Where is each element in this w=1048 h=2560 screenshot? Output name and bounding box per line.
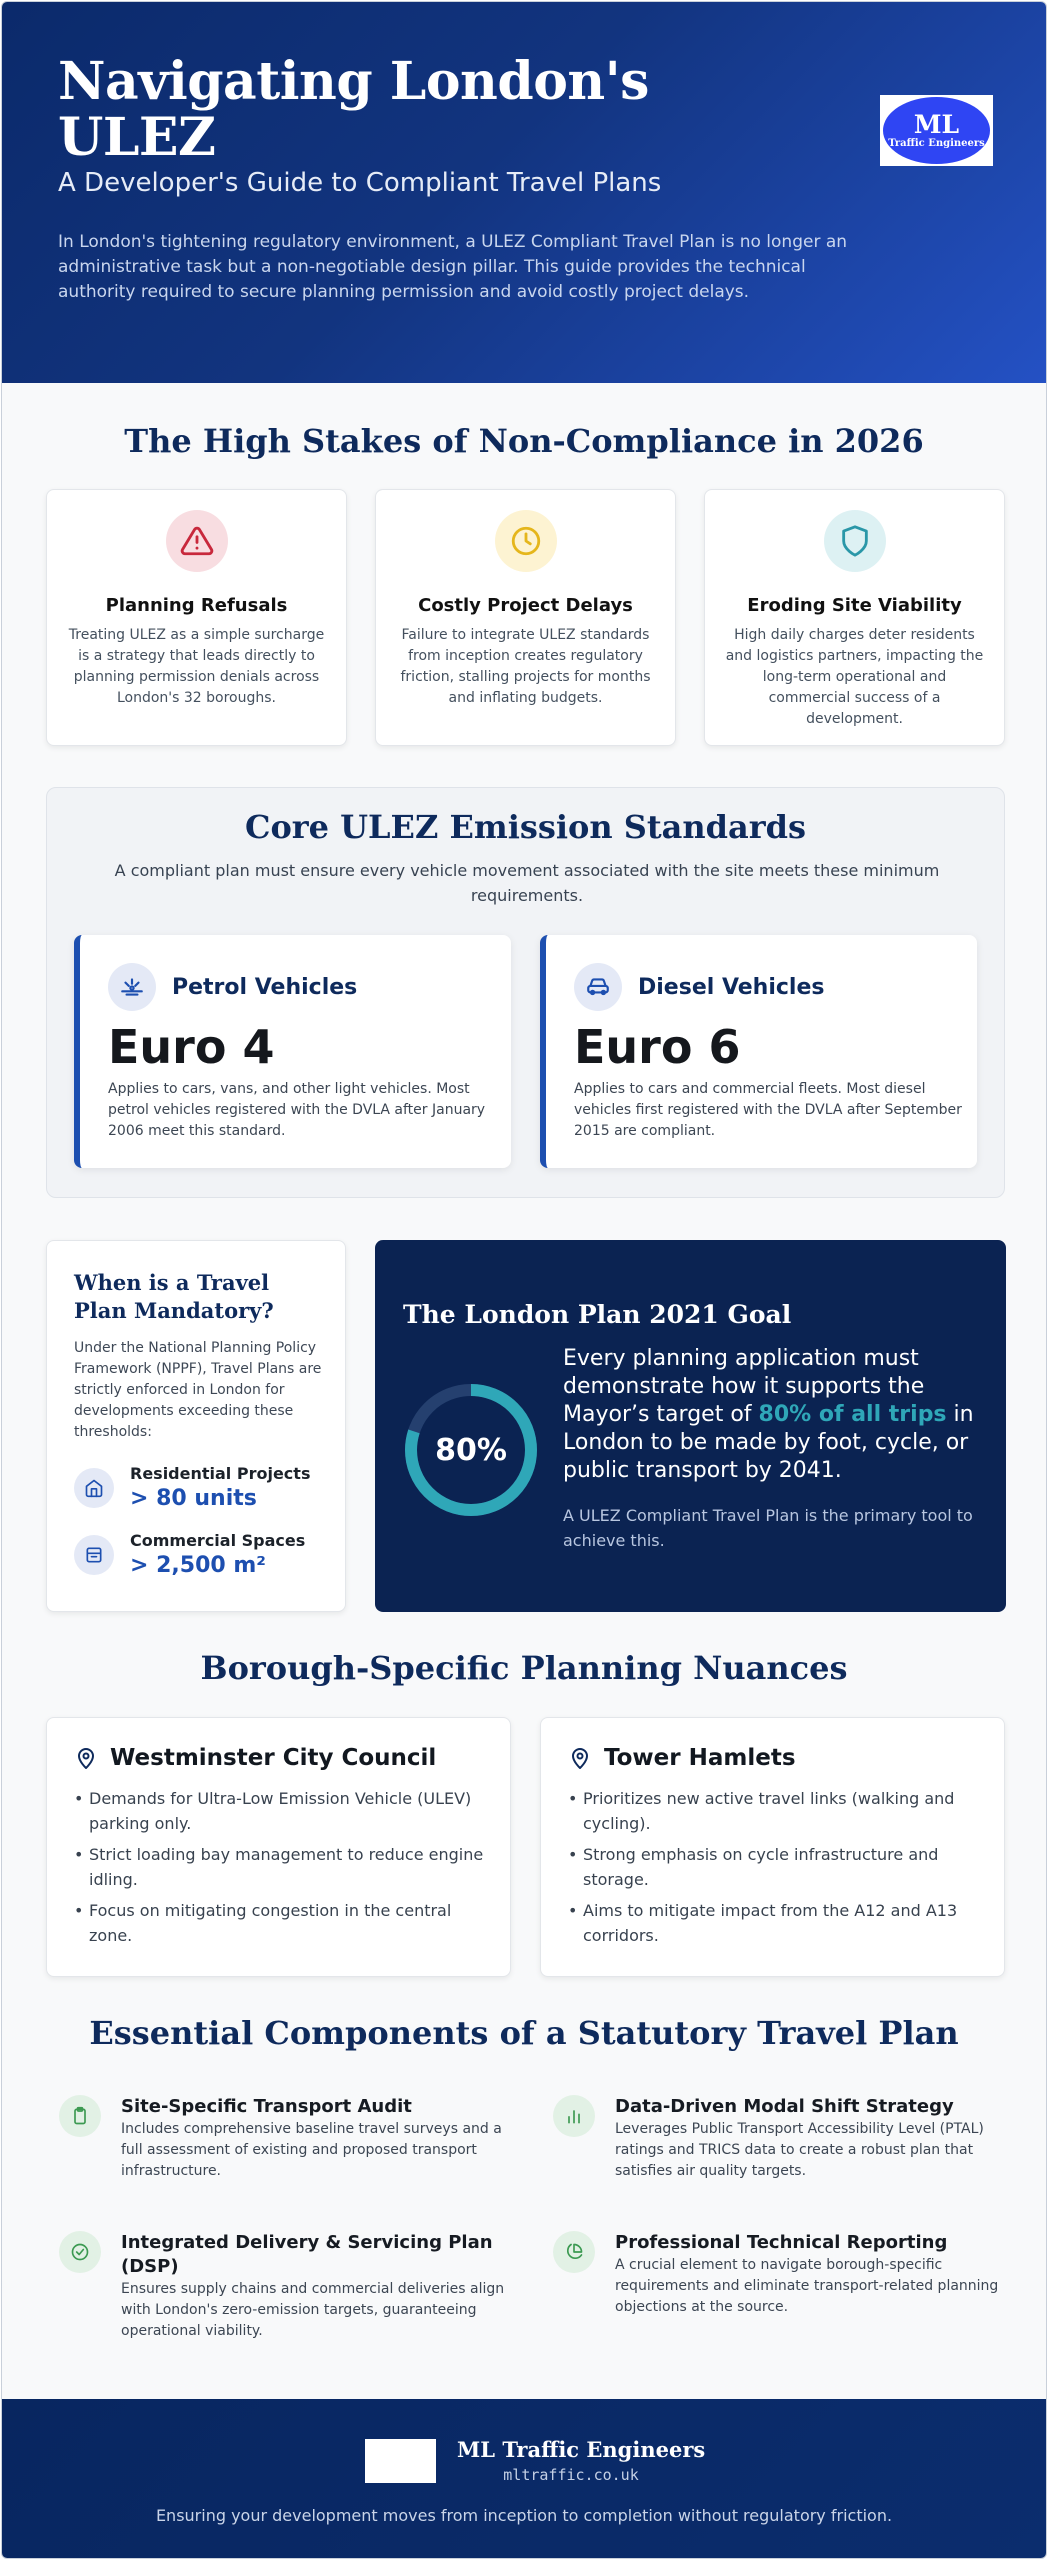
list-item: • Demands for Ultra-Low Emission Vehicle (ULEV) parking only. [74,1786,494,1836]
footer-tagline: Ensuring your development moves from inception to completion without regulatory friction. [155,2506,893,2525]
component-title: Integrated Delivery & Servicing Plan (DSP) [121,2232,493,2277]
stake-card-project-delays [375,489,676,746]
component-title: Professional Technical Reporting [615,2232,948,2253]
check-circle-icon [59,2231,101,2273]
stake-title: Eroding Site Viability [747,595,962,616]
brand-logo [880,95,993,166]
goal-note: A ULEZ Compliant Travel Plan is the primary tool to achieve this. [563,1506,973,1550]
logo-name: Traffic Engineers [888,137,985,149]
standard-value: Euro 4 [108,1020,275,1074]
component-title: Site-Specific Transport Audit [121,2096,412,2117]
stake-text: Treating ULEZ as a simple surcharge is a strategy that leads directly to planning permission denials across London's 32 boroughs. [68,627,325,706]
list-item: • Focus on mitigating congestion in the central zone. [74,1898,494,1948]
stake-title: Planning Refusals [105,595,288,616]
fuel-pump-icon [108,963,156,1011]
standard-value: Euro 6 [574,1020,741,1074]
map-pin-icon [568,1746,592,1770]
shield-icon [824,510,886,572]
threshold-value: > 80 units [130,1486,257,1511]
components-heading: Essential Components of a Statutory Travel Plan [89,2014,959,2052]
borough-card-tower-hamlets [540,1717,1005,1977]
list-item: • Prioritizes new active travel links (walking and cycling). [568,1786,988,1836]
standard-detail: Applies to cars, vans, and other light vehicles. Most petrol vehicles registered with the DVLA after January 2006 meet this standard. [108,1081,486,1139]
borough-points [74,1786,494,1954]
standards-description: A compliant plan must ensure every vehicle movement associated with the site meets these minimum requirements. [114,861,940,905]
progress-ring-label: 80% [435,1432,507,1468]
component-transport-audit [59,2095,502,2205]
threshold-commercial [74,1531,334,1581]
threshold-residential [74,1464,334,1514]
borough-card-westminster [46,1717,511,1977]
stake-text: High daily charges deter residents and logistics partners, impacting the long-term operational and commercial success of a development. [725,627,984,727]
threshold-label: Residential Projects [130,1464,311,1483]
borough-header [568,1745,796,1771]
car-icon [574,963,622,1011]
boroughs-heading: Borough-Specific Planning Nuances [200,1649,848,1687]
infographic-page [1,1,1047,2559]
component-text: A crucial element to navigate borough-specific requirements and eliminate transport-related planning objections at the source. [615,2257,999,2315]
goal-highlight: 80% of all trips [758,1402,947,1427]
mandatory-heading: When is a Travel Plan Mandatory? [74,1270,274,1323]
page-title: Navigating London's ULEZ [58,51,649,168]
stake-card-site-viability [704,489,1005,746]
emission-standards-panel [46,787,1005,1198]
component-technical-reporting [553,2231,999,2341]
component-title: Data-Driven Modal Shift Strategy [615,2096,954,2117]
footer-website-link[interactable]: mltraffic.co.uk [503,2466,639,2484]
london-plan-goal-card [375,1240,1006,1612]
goal-text-after: in London to be made by foot, cycle, or public transport by 2041. [563,1402,974,1483]
threshold-label: Commercial Spaces [130,1531,306,1550]
component-text: Leverages Public Transport Accessibility Level (PTAL) ratings and TRICS data to create a robust plan that satisfies air quality targets. [615,2121,984,2179]
map-pin-icon [74,1746,98,1770]
component-modal-shift [553,2095,993,2205]
stake-card-planning-refusals [46,489,347,746]
footer-logo [365,2439,436,2483]
list-item: • Strong emphasis on cycle infrastructure and storage. [568,1842,988,1892]
mandatory-text: Under the National Planning Policy Framework (NPPF), Travel Plans are strictly enforced in London for developments exceeding these thresholds: [74,1340,322,1440]
standards-heading: Core ULEZ Emission Standards [244,808,807,846]
hero-banner [2,2,1046,383]
warning-triangle-icon [166,510,228,572]
standard-card-diesel [540,935,977,1168]
bar-chart-icon [553,2095,595,2137]
borough-header [74,1745,436,1771]
standard-vehicle-type: Diesel Vehicles [638,975,825,1000]
standard-detail: Applies to cars and commercial fleets. Most diesel vehicles first registered with the DVLA after September 2015 are compliant. [574,1081,962,1139]
stake-text: Failure to integrate ULEZ standards from inception creates regulatory friction, stalling projects for months and inflating budgets. [400,627,651,706]
component-delivery-servicing [59,2231,505,2351]
goal-heading: The London Plan 2021 Goal [403,1300,792,1329]
footer [2,2399,1046,2559]
page-subtitle: A Developer's Guide to Compliant Travel Plans [58,168,662,198]
standard-card-petrol [74,935,511,1168]
stake-title: Costly Project Delays [418,595,633,616]
goal-text-before: Every planning application must demonstrate how it supports the Mayor’s target of [563,1346,925,1427]
clipboard-icon [59,2095,101,2137]
clock-icon [495,510,557,572]
borough-name: Westminster City Council [110,1745,437,1771]
home-icon [74,1468,114,1508]
list-item: • Strict loading bay management to reduce engine idling. [74,1842,494,1892]
list-item: • Aims to mitigate impact from the A12 and A13 corridors. [568,1898,988,1948]
footer-brand: ML Traffic Engineers [457,2437,706,2462]
threshold-value: > 2,500 m² [130,1553,266,1578]
component-text: Includes comprehensive baseline travel surveys and a full assessment of existing and proposed transport infrastructure. [121,2121,502,2179]
logo-oval [883,97,990,164]
logo-initials: ML [913,109,960,139]
borough-points [568,1786,988,1954]
goal-statement [563,1345,983,1485]
stakes-heading: The High Stakes of Non-Compliance in 2026 [124,422,924,460]
component-text: Ensures supply chains and commercial deliveries align with London's zero-emission targets, guaranteeing operational viability. [121,2281,505,2339]
standard-vehicle-type: Petrol Vehicles [172,975,358,1000]
pie-chart-icon [553,2231,595,2273]
intro-paragraph: In London's tightening regulatory environment, a ULEZ Compliant Travel Plan is no longer an administrative task but a non-negotiable design pillar. This guide provides the technical authority required to secure planning permission and avoid costly project delays. [58,232,848,302]
mandatory-thresholds-card [46,1240,346,1612]
borough-name: Tower Hamlets [604,1745,796,1771]
building-icon [74,1535,114,1575]
